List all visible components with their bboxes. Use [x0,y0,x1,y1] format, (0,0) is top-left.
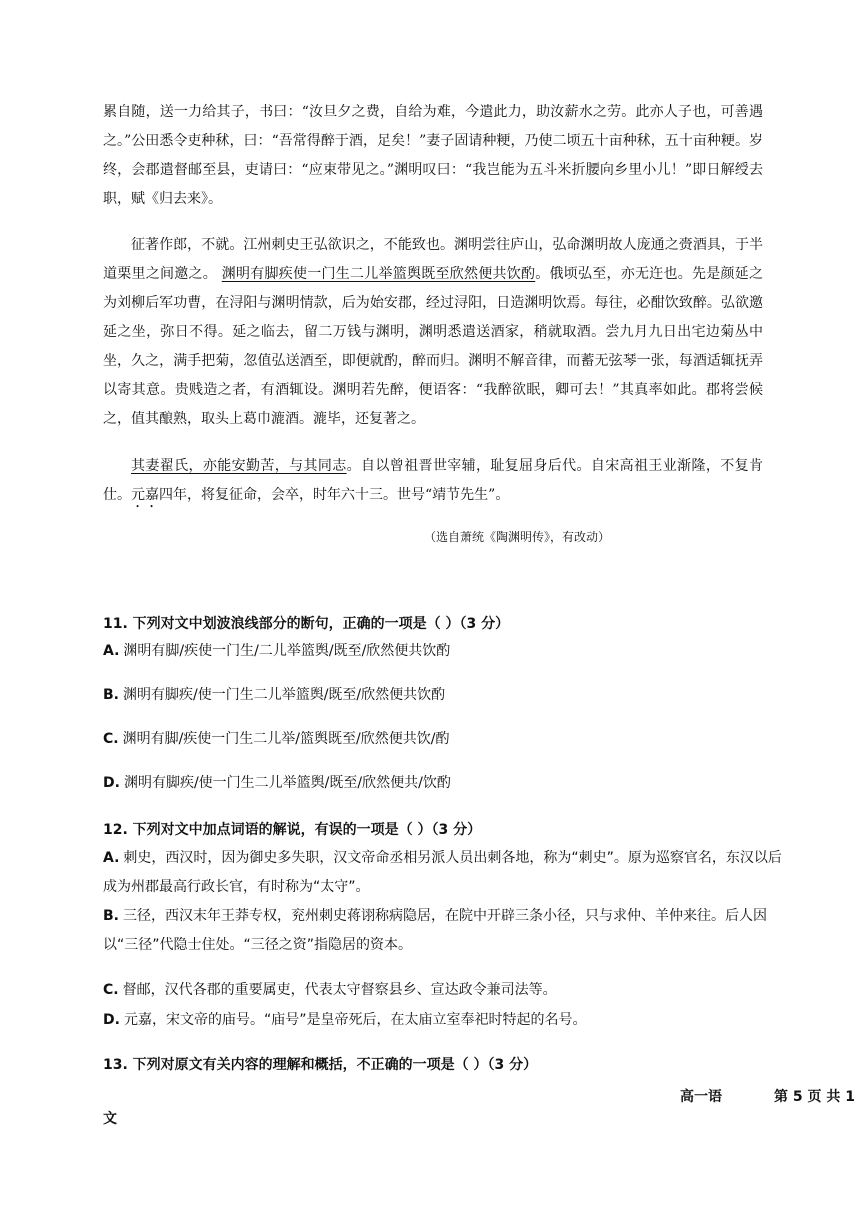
passage-paragraph-3: 其妻翟氏，亦能安勤苦，与其同志。自以曾祖晋世宰辅，耻复屈身后代。自宋高祖王业渐隆，不复肯仕。元嘉四年，将复征命，会卒，时年六十三。世号“靖节先生”。 [103,458,764,503]
passage-source: （选自萧统《陶渊明传》，有改动） [423,530,610,544]
dotted-term: 元嘉 [131,487,159,503]
question-11-stem: 11. 下列对文中划波浪线部分的断句，正确的一项是（ ）（3 分） [103,616,510,632]
question-12-option-d: D. 元嘉，宋文帝的庙号。“庙号”是皇帝死后，在太庙立室奉祀时特起的名号。 [103,1012,587,1028]
question-11-option-c: C. 渊明有脚/疾使一门生二儿举/篮舆既至/欣然便共饮/酌 [103,731,450,747]
footer-subject: 高一语 [680,1089,722,1105]
question-11-option-d: D. 渊明有脚疾/使一门生二儿举篮舆/既至/欣然便共/饮酌 [103,775,451,791]
question-12-option-b: B. 三径，西汉末年王莽专权，兖州刺史蒋诩称病隐居，在院中开辟三条小径，只与求仲、羊仲来往。后人因以“三径”代隐士住处。“三径之资”指隐居的资本。 [103,908,767,953]
question-12-option-c: C. 督邮，汉代各郡的重要属吏，代表太守督察县乡、宣达政令兼司法等。 [103,982,557,998]
question-12-stem: 12. 下列对文中加点词语的解说，有误的一项是（ ）（3 分） [103,822,482,838]
underlined-sentence: 其妻翟氏，亦能安勤苦，与其同志 [131,458,347,474]
question-11-option-a: A. 渊明有脚/疾使一门生/二儿举篮舆/既至/欣然便共饮酌 [103,643,451,659]
wavy-underlined-sentence: 渊明有脚疾使一门生二儿举篮舆既至欣然便共饮酌 [221,266,536,282]
question-12-option-a: A. 刺史，西汉时，因为御史多失职，汉文帝命丞相另派人员出刺各地，称为“刺史”。原为巡察官名，东汉以后成为州郡最高行政长官，有时称为“太守”。 [103,850,782,895]
passage-paragraph-1: 累自随，送一力给其子，书曰：“汝旦夕之费，自给为难，今遣此力，助汝薪水之劳。此亦人子也，可善遇之。”公田悉令吏种秫，曰：“吾常得醉于酒，足矣！”妻子固请种粳，乃使二顷五十亩种秫，五十亩种粳。岁终，会郡遣督邮至县，吏请曰：“应束带见之。”渊明叹曰：“我岂能为五斗米折腰向乡里小儿！”即日解绶去职，赋《归去来》。 [103,104,763,207]
footer-page-number: 第 5 页 共 1 [774,1089,855,1105]
question-11-option-b: B. 渊明有脚疾/使一门生二儿举篮舆/既至/欣然便共饮酌 [103,687,446,703]
question-13-stem: 13. 下列对原文有关内容的理解和概括，不正确的一项是（ ）（3 分） [103,1057,538,1073]
footer-subject-wrap: 文 [103,1111,117,1127]
passage-paragraph-2: 征著作郎，不就。江州刺史王弘欲识之，不能致也。渊明尝往庐山，弘命渊明故人庞通之赍酒具，于半道栗里之间邀之。 渊明有脚疾使一门生二儿举篮舆既至欣然便共饮酌。俄顷弘至，亦无迕也。先是颜延之为刘柳后军功曹，在浔阳与渊明情款，后为始安郡，经过浔阳，日造渊明饮焉。每往，必酣饮致醉。弘欲邀延之坐，弥日不得。延之临去，留二万钱与渊明，渊明悉遣送酒家，稍就取酒。尝九月九日出宅边菊丛中坐，久之，满手把菊，忽值弘送酒至，即便就酌，醉而归。渊明不解音律，而蓄无弦琴一张，每酒适辄抚弄以寄其意。贵贱造之者，有酒辄设。渊明若先醉，便语客：“我醉欲眠，卿可去！”其真率如此。郡将尝候之，值其酿熟，取头上葛巾漉酒。漉毕，还复著之。 [103,237,764,427]
